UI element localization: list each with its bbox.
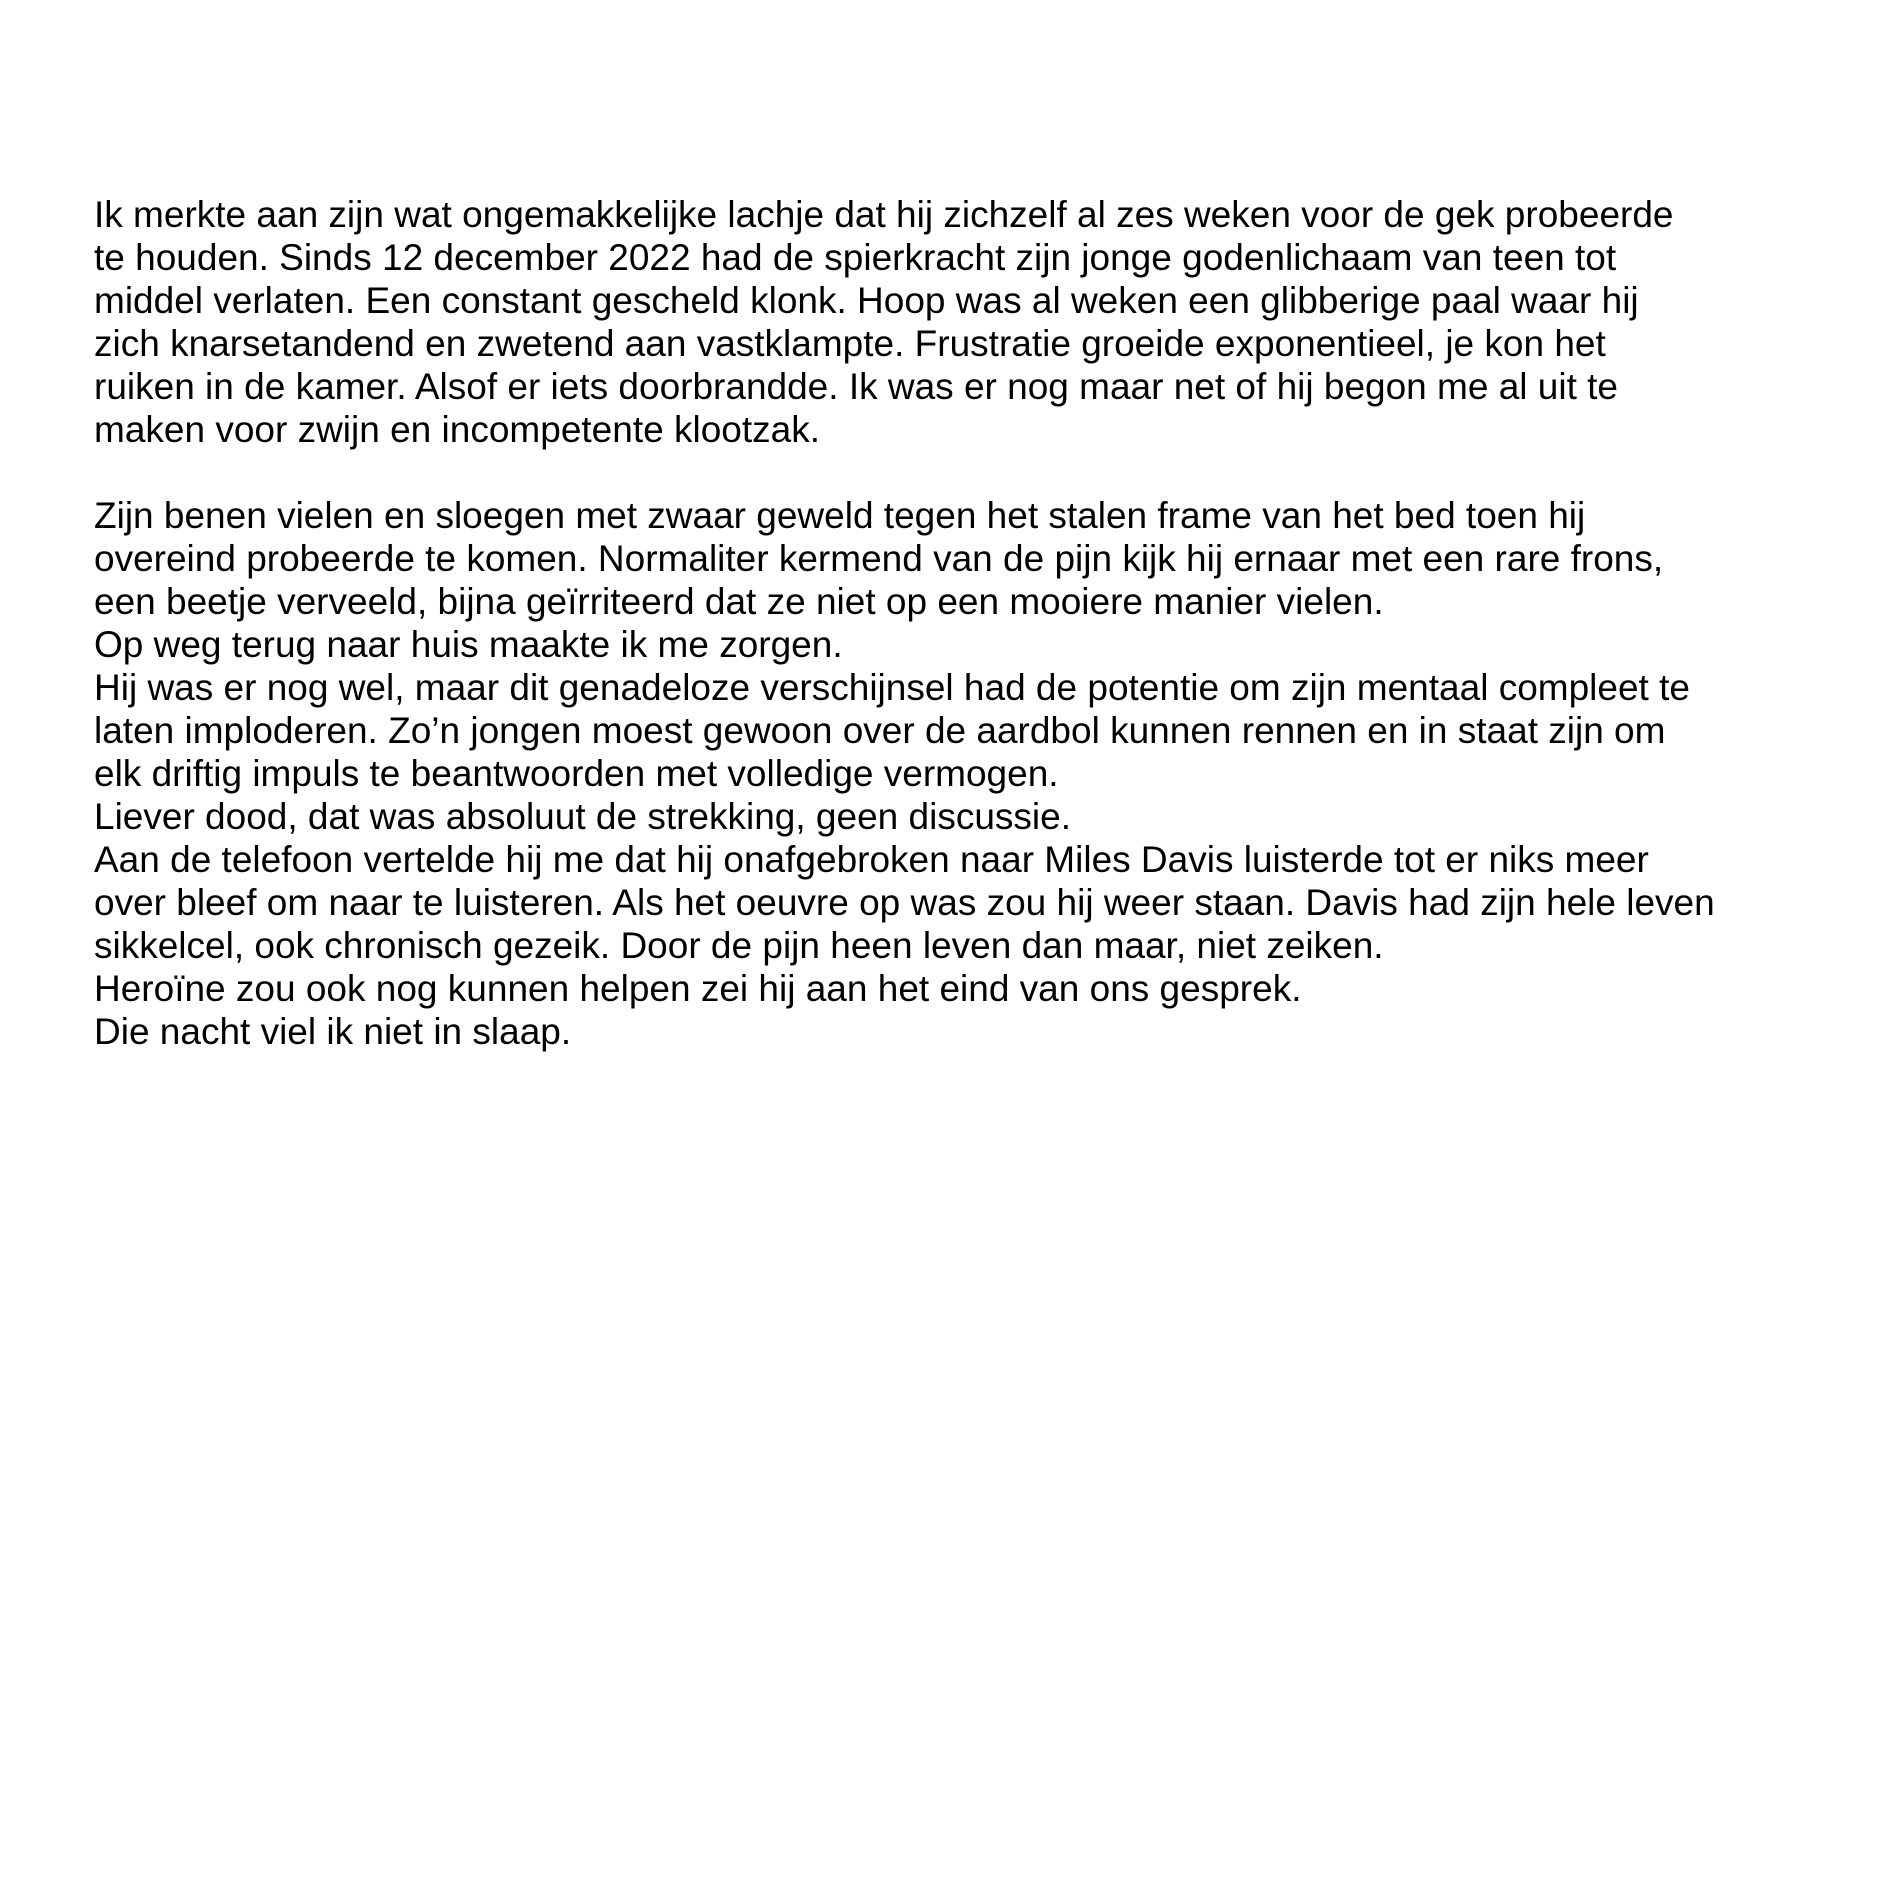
paragraph-spacer — [94, 451, 1854, 494]
text-line: laten imploderen. Zo’n jongen moest gewoon over de aardbol kunnen rennen en in staat zijn om — [94, 710, 1666, 751]
text-line: sikkelcel, ook chronisch gezeik. Door de pijn heen leven dan maar, niet zeiken. — [94, 925, 1384, 966]
text-line: Op weg terug naar huis maakte ik me zorgen. — [94, 624, 843, 665]
text-line: Heroïne zou ook nog kunnen helpen zei hij aan het eind van ons gesprek. — [94, 968, 1302, 1009]
text-line: Zijn benen vielen en sloegen met zwaar geweld tegen het stalen frame van het bed toen hij — [94, 495, 1586, 536]
text-line: Ik merkte aan zijn wat ongemakkelijke lachje dat hij zichzelf al zes weken voor de gek probeerde — [94, 194, 1674, 235]
paragraph-1 — [94, 193, 1854, 451]
text-line: zich knarsetandend en zwetend aan vastklampte. Frustratie groeide exponentieel, je kon het — [94, 323, 1606, 364]
paragraph-2 — [94, 494, 1854, 1053]
text-line: ruiken in de kamer. Alsof er iets doorbrandde. Ik was er nog maar net of hij begon me al uit te — [94, 366, 1619, 407]
text-line: over bleef om naar te luisteren. Als het oeuvre op was zou hij weer staan. Davis had zijn hele leven — [94, 882, 1715, 923]
text-line: overeind probeerde te komen. Normaliter kermend van de pijn kijk hij ernaar met een rare frons, — [94, 538, 1664, 579]
text-line: middel verlaten. Een constant gescheld klonk. Hoop was al weken een glibberige paal waar hij — [94, 280, 1639, 321]
text-line: te houden. Sinds 12 december 2022 had de spierkracht zijn jonge godenlichaam van teen tot — [94, 237, 1617, 278]
text-line: elk driftig impuls te beantwoorden met volledige vermogen. — [94, 753, 1059, 794]
text-line: maken voor zwijn en incompetente klootzak. — [94, 409, 820, 450]
text-line: Liever dood, dat was absoluut de strekking, geen discussie. — [94, 796, 1071, 837]
text-line: een beetje verveeld, bijna geïrriteerd dat ze niet op een mooiere manier vielen. — [94, 581, 1384, 622]
text-line: Aan de telefoon vertelde hij me dat hij onafgebroken naar Miles Davis luisterde tot er niks meer — [94, 839, 1649, 880]
document-body — [94, 193, 1854, 1053]
text-line: Hij was er nog wel, maar dit genadeloze verschijnsel had de potentie om zijn mentaal compleet te — [94, 667, 1690, 708]
text-line: Die nacht viel ik niet in slaap. — [94, 1011, 572, 1052]
